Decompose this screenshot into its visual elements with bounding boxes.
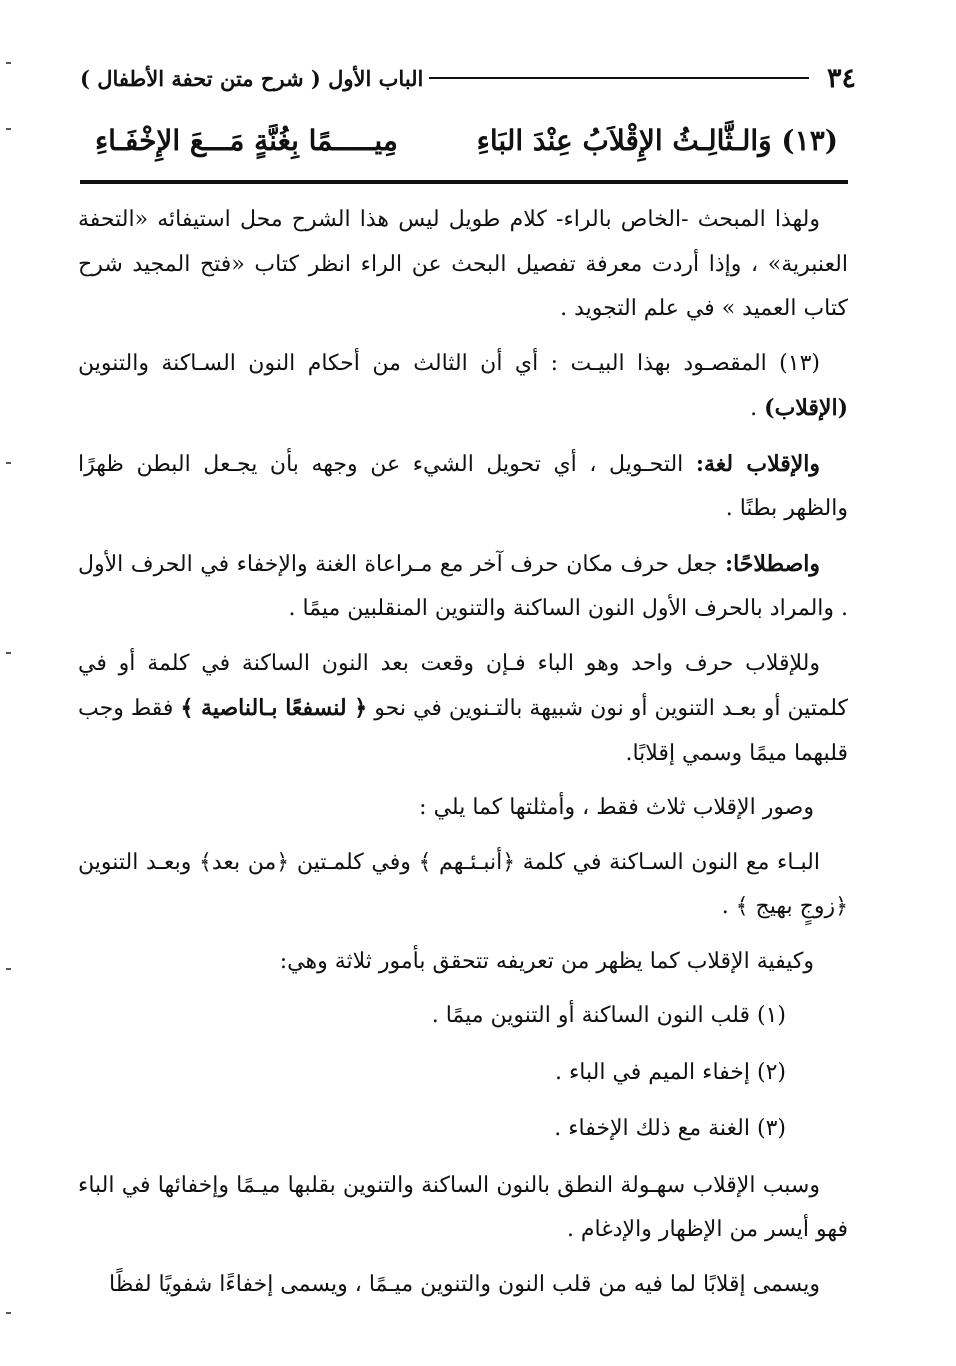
quran-citation: ﴿ لنسفعًا بـالناصية ﴾ [180, 695, 368, 721]
scan-margin-mark [6, 62, 11, 64]
scan-margin-mark [6, 1312, 11, 1314]
list-item: (٢) إخفاء الميم في الباء . [554, 1059, 786, 1085]
verse-second-hemistich: مِيـــــمًا بِغُنَّةٍ مَـــعَ الإِخْفَـاءِ [95, 123, 398, 157]
list-item: (١) قلب النون الساكنة أو التنوين ميمًا . [431, 1003, 786, 1028]
paragraph-end: . [750, 396, 758, 421]
paragraph-text: وللإقلاب حرف واحد وهو الباء فـإن وقعت بعد النون الساكنة في كلمة أو في كلمتين أو بعـد التنوين أو نون شبيهة بالتـنوين في نحو [78, 650, 848, 721]
verse-line [95, 112, 838, 168]
paragraph: وكيفية الإقلاب كما يظهر من تعريفه تتحقق بأمور ثلاثة وهي: [279, 948, 814, 974]
scan-margin-mark [6, 652, 11, 654]
paragraph [78, 442, 848, 532]
paragraph [78, 642, 848, 777]
scan-margin-mark [6, 128, 11, 130]
bold-term: (الإقلاب) [764, 395, 848, 421]
paragraph [78, 542, 848, 632]
page-number: ٣٤ [826, 62, 856, 94]
paragraph: وصور الإقلاب ثلاث فقط ، وأمثلتها كما يلي : [419, 795, 814, 820]
paragraph: ويسمى إقلابًا لما فيه من قلب النون والتنوين ميـمًا ، ويسمى إخفاءًا شفويًا لفظًا [108, 1271, 820, 1297]
paragraph: ولهذا المبحث -الخاص بالراء- كلام طويل ليس هذا الشرح محل استيفائه «التحفة العنبرية» ، وإذا أردت معرفة تفصيل البحث عن الراء انظر كتاب «فتح المجيد شرح كتاب العميد » في علم التجويد . [78, 207, 848, 321]
paragraph-text: (١٣) المقصـود بهذا البيـت : أي أن الثالث من أحكام النون السـاكنة والتنوين [78, 350, 820, 376]
paragraph-text: فقط وجب قلبهما ميمًا وسمي إقلابًا. [78, 696, 848, 766]
verse-first-hemistich: (١٣) وَالـثَّالِـثُ الإِقْلاَبُ عِنْدَ البَاءِ [476, 123, 838, 157]
verse-divider [80, 180, 848, 184]
paragraph: البـاء مع النون السـاكنة في كلمة ﴿أنبـئـهم ﴾ وفي كلمـتين ﴿من بعد﴾ وبعـد التنوين ﴿زوجٍ بهيج ﴾ . [78, 849, 848, 919]
scan-margin-mark [6, 462, 11, 464]
header-rule [429, 77, 809, 79]
list-item: (٣) الغنة مع ذلك الإخفاء . [554, 1116, 786, 1141]
bold-term: والإقلاب لغة: [695, 450, 821, 477]
bold-term: واصطلاحًا: [724, 550, 820, 577]
paragraph [78, 342, 848, 432]
scan-margin-mark [6, 968, 11, 970]
body-text [78, 198, 848, 1317]
running-title: الباب الأول ( شرح متن تحفة الأطفال ) [80, 65, 424, 91]
running-header [80, 58, 856, 98]
paragraph-text: التحـويل ، أي تحويل الشيء عن وجهه بأن يجـعل البطن ظهرًا والظهر بطنًا . [78, 451, 848, 521]
paragraph-text: جعل حرف مكان حرف آخر مع مـراعاة الغنة والإخفاء في الحرف الأول . والمراد بالحرف الأول النون الساكنة والتنوين المنقلبين ميمًا . [78, 551, 848, 621]
paragraph: وسبب الإقلاب سهـولة النطق بالنون الساكنة والتنوين بقلبها ميـمًا وإخفائها في الباء فهو أيسر من الإظهار والإدغام . [78, 1172, 848, 1242]
